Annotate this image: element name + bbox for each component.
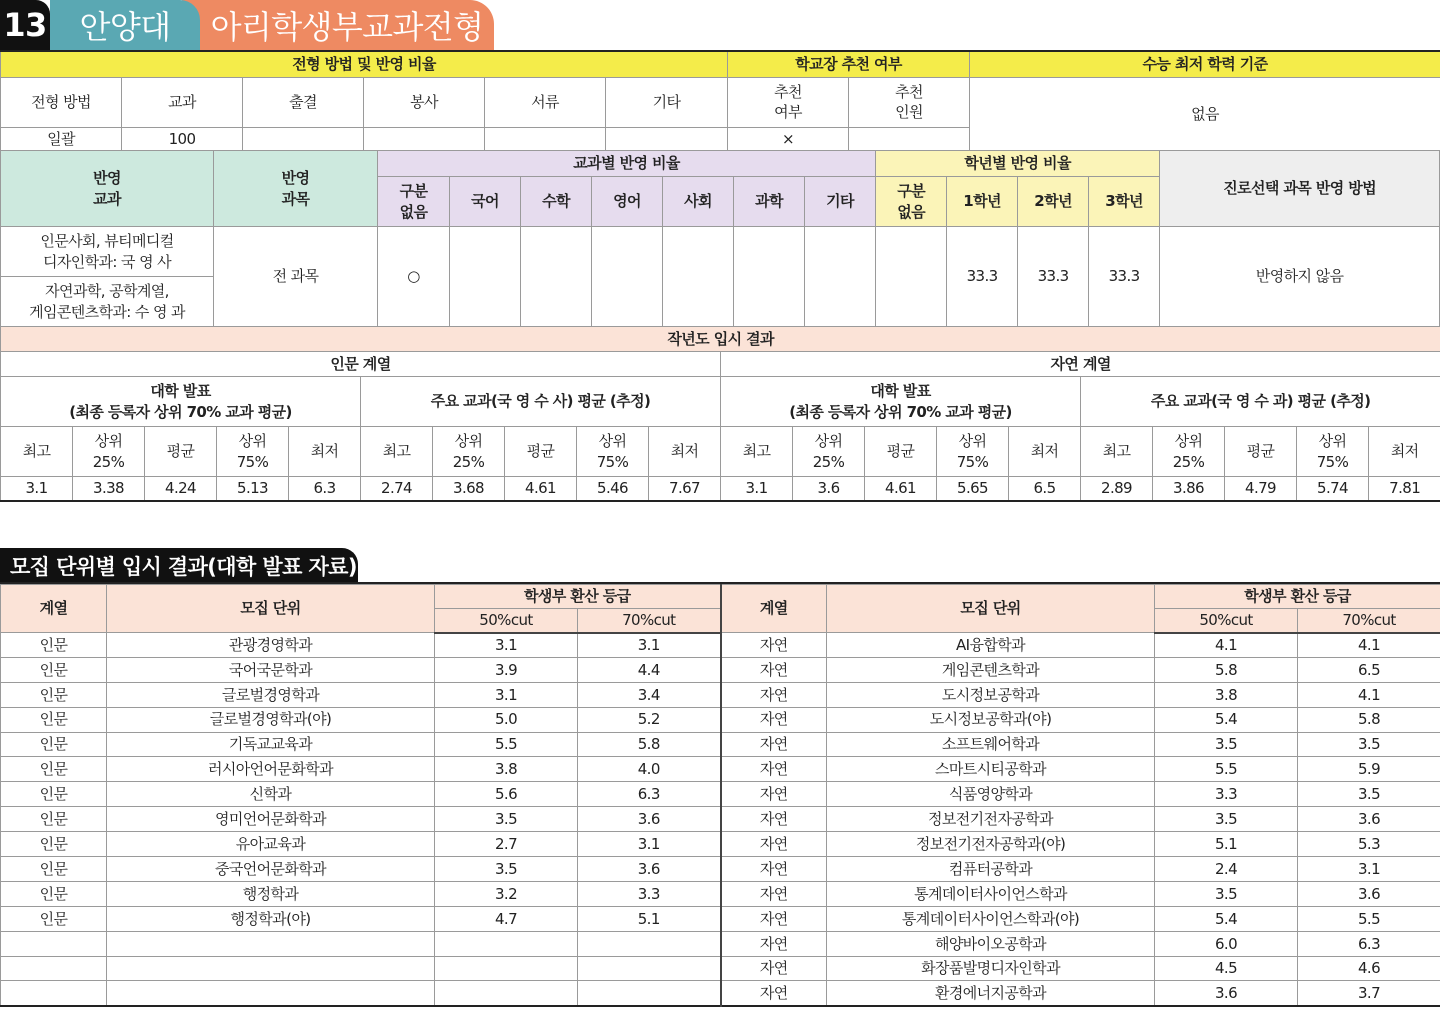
subject-group-1: 인문사회, 뷰티메디컬 디자인학과: 국 영 사 <box>1 227 214 277</box>
method-cell: 일괄 <box>1 127 122 151</box>
track-cell <box>1 956 107 981</box>
stat-col-header: 상위 75% <box>1297 427 1369 477</box>
cut50-cell: 3.5 <box>1155 807 1298 832</box>
cut50-cell: 5.5 <box>1155 757 1298 782</box>
stat-value: 4.61 <box>505 477 577 501</box>
track-cell: 자연 <box>721 956 827 981</box>
track-cell <box>1 981 107 1006</box>
career-method-title: 진로선택 과목 반영 방법 <box>1160 151 1440 227</box>
col-track: 계열 <box>1 585 107 633</box>
stat-value: 4.24 <box>145 477 217 501</box>
unit-cell: 식품영양학과 <box>827 782 1155 807</box>
cut70-cell <box>578 931 721 956</box>
cut70-cell: 3.7 <box>1298 981 1440 1006</box>
track-cell: 인문 <box>1 657 107 682</box>
track-cell: 자연 <box>721 732 827 757</box>
stat-value: 7.67 <box>649 477 721 501</box>
stat-value: 4.61 <box>865 477 937 501</box>
subject-ratio-cell <box>592 227 663 327</box>
method-cell <box>606 127 728 151</box>
cut70-cell: 3.6 <box>578 807 721 832</box>
table-row <box>1 757 1440 782</box>
method-cell <box>485 127 606 151</box>
cut50-cell: 3.5 <box>435 807 578 832</box>
subject-ratio-table <box>0 150 1440 327</box>
table-row <box>1 832 1440 857</box>
unit-cell <box>107 956 435 981</box>
stat-col-header: 최저 <box>1009 427 1081 477</box>
track-cell: 인문 <box>1 757 107 782</box>
cut70-cell: 3.4 <box>578 682 721 707</box>
col-course-header: 반영 과목 <box>214 151 378 227</box>
subject-ratio-cell <box>734 227 805 327</box>
sci-estimate-header: 주요 교과(국 영 수 과) 평균 (추정) <box>1081 377 1440 427</box>
last-year-results-table <box>0 326 1440 502</box>
cut50-cell: 5.6 <box>435 782 578 807</box>
subject-col-header: 기타 <box>805 177 876 227</box>
stat-value: 2.89 <box>1081 477 1153 501</box>
unit-cell: 소프트웨어학과 <box>827 732 1155 757</box>
col-unit: 모집 단위 <box>827 585 1155 633</box>
cut70-cell: 3.6 <box>578 857 721 882</box>
unit-cell: 도시정보공학과(야) <box>827 707 1155 732</box>
cut50-cell: 3.5 <box>435 857 578 882</box>
cut70-cell: 5.1 <box>578 906 721 931</box>
track-cell: 인문 <box>1 807 107 832</box>
cut50-cell: 5.4 <box>1155 906 1298 931</box>
cut50-cell: 5.0 <box>435 707 578 732</box>
cut50-cell: 2.7 <box>435 832 578 857</box>
subject-col-header: 과학 <box>734 177 805 227</box>
track-cell: 인문 <box>1 633 107 658</box>
unit-cell: 해양바이오공학과 <box>827 931 1155 956</box>
recommend-col-header: 추천 여부 <box>728 77 849 127</box>
stat-col-header: 최고 <box>1 427 73 477</box>
grade-ratio-cell: 33.3 <box>947 227 1018 327</box>
cut50-cell: 4.5 <box>1155 956 1298 981</box>
unit-results-table <box>0 584 1440 1007</box>
unit-cell <box>107 981 435 1006</box>
stat-value: 3.38 <box>73 477 145 501</box>
subject-group-2: 자연과학, 공학계열, 게임콘텐츠학과: 수 영 과 <box>1 277 214 327</box>
cut70-cell: 4.6 <box>1298 956 1440 981</box>
cut50-cell: 5.8 <box>1155 657 1298 682</box>
col-50cut: 50%cut <box>435 609 578 633</box>
track-cell: 자연 <box>721 682 827 707</box>
table-row <box>1 807 1440 832</box>
track-cell: 자연 <box>721 906 827 931</box>
col-70cut: 70%cut <box>1298 609 1440 633</box>
stat-value: 5.46 <box>577 477 649 501</box>
cut50-cell: 2.4 <box>1155 857 1298 882</box>
cut50-cell: 6.0 <box>1155 931 1298 956</box>
cut50-cell: 3.9 <box>435 657 578 682</box>
sci-univ-header: 대학 발표 (최종 등록자 상위 70% 교과 평균) <box>721 377 1081 427</box>
stat-col-header: 평균 <box>505 427 577 477</box>
track-cell: 인문 <box>1 881 107 906</box>
subject-ratio-cell: ○ <box>378 227 450 327</box>
method-cell <box>243 127 364 151</box>
table-row <box>1 906 1440 931</box>
track-cell: 인문 <box>1 906 107 931</box>
unit-cell: 행정학과(야) <box>107 906 435 931</box>
col-50cut: 50%cut <box>1155 609 1298 633</box>
grade-ratio-cell <box>876 227 947 327</box>
method-col-header: 출결 <box>243 77 364 127</box>
stat-value: 3.1 <box>1 477 73 501</box>
subject-ratio-cell <box>805 227 876 327</box>
cut70-cell: 4.1 <box>1298 633 1440 658</box>
stat-value: 5.65 <box>937 477 1009 501</box>
cut70-cell: 3.6 <box>1298 881 1440 906</box>
recommend-cell: × <box>728 127 849 151</box>
stat-col-header: 평균 <box>1225 427 1297 477</box>
min-standard-title: 수능 최저 학력 기준 <box>970 51 1440 77</box>
stat-col-header: 상위 25% <box>793 427 865 477</box>
stat-col-header: 상위 25% <box>73 427 145 477</box>
cut50-cell: 3.3 <box>1155 782 1298 807</box>
stat-value: 7.81 <box>1369 477 1440 501</box>
stat-value: 2.74 <box>361 477 433 501</box>
track-cell: 자연 <box>721 757 827 782</box>
stat-value: 6.5 <box>1009 477 1081 501</box>
cut70-cell: 3.3 <box>578 881 721 906</box>
method-table <box>0 50 1440 152</box>
stat-col-header: 최고 <box>361 427 433 477</box>
section-title: 모집 단위별 입시 결과(대학 발표 자료) <box>0 548 358 583</box>
stat-value: 5.13 <box>217 477 289 501</box>
unit-cell: 화장품발명디자인학과 <box>827 956 1155 981</box>
unit-cell: 국어국문학과 <box>107 657 435 682</box>
unit-cell: AI융합학과 <box>827 633 1155 658</box>
cut70-cell <box>578 981 721 1006</box>
unit-cell: 글로벌경영학과 <box>107 682 435 707</box>
stat-col-header: 최고 <box>1081 427 1153 477</box>
stat-col-header: 최저 <box>649 427 721 477</box>
track-cell: 자연 <box>721 857 827 882</box>
stat-col-header: 상위 75% <box>217 427 289 477</box>
unit-cell: 통계데이터사이언스학과(야) <box>827 906 1155 931</box>
cut50-cell: 4.1 <box>1155 633 1298 658</box>
stat-value: 6.3 <box>289 477 361 501</box>
table-row <box>1 682 1440 707</box>
grade-ratio-cell: 33.3 <box>1018 227 1089 327</box>
unit-cell: 정보전기전자공학과 <box>827 807 1155 832</box>
unit-cell: 스마트시티공학과 <box>827 757 1155 782</box>
grade-ratio-title: 학년별 반영 비율 <box>876 151 1160 177</box>
track-cell: 자연 <box>721 657 827 682</box>
unit-cell: 정보전기전자공학과(야) <box>827 832 1155 857</box>
cut70-cell: 5.2 <box>578 707 721 732</box>
cut70-cell: 6.3 <box>1298 931 1440 956</box>
cut70-cell: 5.5 <box>1298 906 1440 931</box>
track-cell: 자연 <box>721 981 827 1006</box>
last-year-title: 작년도 입시 결과 <box>1 327 1440 352</box>
track-cell: 자연 <box>721 807 827 832</box>
stat-col-header: 상위 75% <box>577 427 649 477</box>
col-track: 계열 <box>721 585 827 633</box>
grade-ratio-cell: 33.3 <box>1089 227 1160 327</box>
cut50-cell: 3.1 <box>435 633 578 658</box>
track-cell: 인문 <box>1 782 107 807</box>
cut70-cell: 5.8 <box>1298 707 1440 732</box>
table-row <box>1 857 1440 882</box>
cut70-cell: 4.0 <box>578 757 721 782</box>
cut50-cell: 3.1 <box>435 682 578 707</box>
cut50-cell: 3.5 <box>1155 881 1298 906</box>
table-row <box>1 782 1440 807</box>
unit-cell: 신학과 <box>107 782 435 807</box>
cut50-cell: 5.4 <box>1155 707 1298 732</box>
cut70-cell <box>578 956 721 981</box>
table-row <box>1 732 1440 757</box>
method-col-header: 서류 <box>485 77 606 127</box>
cut50-cell: 3.8 <box>1155 682 1298 707</box>
col-70cut: 70%cut <box>578 609 721 633</box>
method-title: 전형 방법 및 반영 비율 <box>1 51 728 77</box>
unit-cell: 글로벌경영학과(야) <box>107 707 435 732</box>
track-cell: 자연 <box>721 931 827 956</box>
course-value: 전 과목 <box>214 227 378 327</box>
grade-col-header: 2학년 <box>1018 177 1089 227</box>
cut50-cell <box>435 981 578 1006</box>
cut50-cell: 4.7 <box>435 906 578 931</box>
cut70-cell: 5.3 <box>1298 832 1440 857</box>
grade-col-header: 1학년 <box>947 177 1018 227</box>
unit-cell: 도시정보공학과 <box>827 682 1155 707</box>
table-row <box>1 931 1440 956</box>
method-col-header: 봉사 <box>364 77 485 127</box>
track-cell: 자연 <box>721 707 827 732</box>
unit-cell: 환경에너지공학과 <box>827 981 1155 1006</box>
stat-value: 4.79 <box>1225 477 1297 501</box>
unit-cell: 기독교교육과 <box>107 732 435 757</box>
stat-col-header: 상위 25% <box>433 427 505 477</box>
min-standard-value: 없음 <box>970 77 1440 151</box>
stat-value: 3.1 <box>721 477 793 501</box>
track-cell: 인문 <box>1 832 107 857</box>
col-grade: 학생부 환산 등급 <box>435 585 721 609</box>
stat-col-header: 최고 <box>721 427 793 477</box>
subject-col-header: 구분 없음 <box>378 177 450 227</box>
cut70-cell: 3.1 <box>578 633 721 658</box>
unit-cell: 컴퓨터공학과 <box>827 857 1155 882</box>
col-grade: 학생부 환산 등급 <box>1155 585 1440 609</box>
table-row <box>1 981 1440 1006</box>
track-cell <box>1 931 107 956</box>
unit-cell: 영미언어문화학과 <box>107 807 435 832</box>
cut70-cell: 3.5 <box>1298 782 1440 807</box>
unit-cell: 관광경영학과 <box>107 633 435 658</box>
track-cell: 인문 <box>1 707 107 732</box>
table-row <box>1 633 1440 658</box>
unit-cell <box>107 931 435 956</box>
stat-col-header: 평균 <box>145 427 217 477</box>
subject-ratio-cell <box>663 227 734 327</box>
career-method-value: 반영하지 않음 <box>1160 227 1440 327</box>
method-col-header: 전형 방법 <box>1 77 122 127</box>
table-row <box>1 707 1440 732</box>
track-cell: 자연 <box>721 832 827 857</box>
track-cell: 자연 <box>721 782 827 807</box>
table-row <box>1 657 1440 682</box>
cut50-cell: 5.5 <box>435 732 578 757</box>
subject-ratio-cell <box>450 227 521 327</box>
cut70-cell: 4.1 <box>1298 682 1440 707</box>
cut70-cell: 4.4 <box>578 657 721 682</box>
cut50-cell: 5.1 <box>1155 832 1298 857</box>
hum-estimate-header: 주요 교과(국 영 수 사) 평균 (추정) <box>361 377 721 427</box>
cut70-cell: 3.6 <box>1298 807 1440 832</box>
grade-col-header: 구분 없음 <box>876 177 947 227</box>
col-subject-header: 반영 교과 <box>1 151 214 227</box>
subject-ratio-cell <box>521 227 592 327</box>
stat-value: 5.74 <box>1297 477 1369 501</box>
cut50-cell <box>435 931 578 956</box>
admission-type: 아리학생부교과전형 <box>182 0 494 50</box>
method-cell: 100 <box>122 127 243 151</box>
science-title: 자연 계열 <box>721 352 1440 377</box>
stat-col-header: 평균 <box>865 427 937 477</box>
recommend-cell <box>849 127 970 151</box>
page-header <box>0 0 1440 50</box>
cut70-cell: 6.3 <box>578 782 721 807</box>
cut50-cell <box>435 956 578 981</box>
subject-col-header: 사회 <box>663 177 734 227</box>
cut70-cell: 6.5 <box>1298 657 1440 682</box>
subject-col-header: 영어 <box>592 177 663 227</box>
track-cell: 자연 <box>721 633 827 658</box>
track-cell: 자연 <box>721 881 827 906</box>
recommend-title: 학교장 추천 여부 <box>728 51 970 77</box>
unit-cell: 통계데이터사이언스학과 <box>827 881 1155 906</box>
stat-value: 3.86 <box>1153 477 1225 501</box>
stat-col-header: 최저 <box>289 427 361 477</box>
university-name: 안양대 <box>50 0 200 50</box>
cut70-cell: 5.8 <box>578 732 721 757</box>
cut50-cell: 3.6 <box>1155 981 1298 1006</box>
track-cell: 인문 <box>1 857 107 882</box>
stat-value: 3.68 <box>433 477 505 501</box>
method-col-header: 교과 <box>122 77 243 127</box>
subject-ratio-title: 교과별 반영 비율 <box>378 151 876 177</box>
cut70-cell: 3.1 <box>1298 857 1440 882</box>
unit-cell: 행정학과 <box>107 881 435 906</box>
grade-col-header: 3학년 <box>1089 177 1160 227</box>
unit-cell: 게임콘텐츠학과 <box>827 657 1155 682</box>
method-cell <box>364 127 485 151</box>
stat-col-header: 최저 <box>1369 427 1440 477</box>
cut50-cell: 3.5 <box>1155 732 1298 757</box>
section-number: 13 <box>0 0 50 50</box>
cut70-cell: 3.5 <box>1298 732 1440 757</box>
track-cell: 인문 <box>1 682 107 707</box>
table-row <box>1 956 1440 981</box>
subject-col-header: 수학 <box>521 177 592 227</box>
col-unit: 모집 단위 <box>107 585 435 633</box>
unit-cell: 중국언어문화학과 <box>107 857 435 882</box>
cut70-cell: 5.9 <box>1298 757 1440 782</box>
method-col-header: 기타 <box>606 77 728 127</box>
stat-value: 3.6 <box>793 477 865 501</box>
cut50-cell: 3.8 <box>435 757 578 782</box>
stat-col-header: 상위 25% <box>1153 427 1225 477</box>
table-row <box>1 881 1440 906</box>
unit-cell: 유아교육과 <box>107 832 435 857</box>
hum-univ-header: 대학 발표 (최종 등록자 상위 70% 교과 평균) <box>1 377 361 427</box>
subject-col-header: 국어 <box>450 177 521 227</box>
recommend-col-header: 추천 인원 <box>849 77 970 127</box>
humanities-title: 인문 계열 <box>1 352 721 377</box>
track-cell: 인문 <box>1 732 107 757</box>
cut50-cell: 3.2 <box>435 881 578 906</box>
cut70-cell: 3.1 <box>578 832 721 857</box>
unit-cell: 러시아언어문화학과 <box>107 757 435 782</box>
stat-col-header: 상위 75% <box>937 427 1009 477</box>
